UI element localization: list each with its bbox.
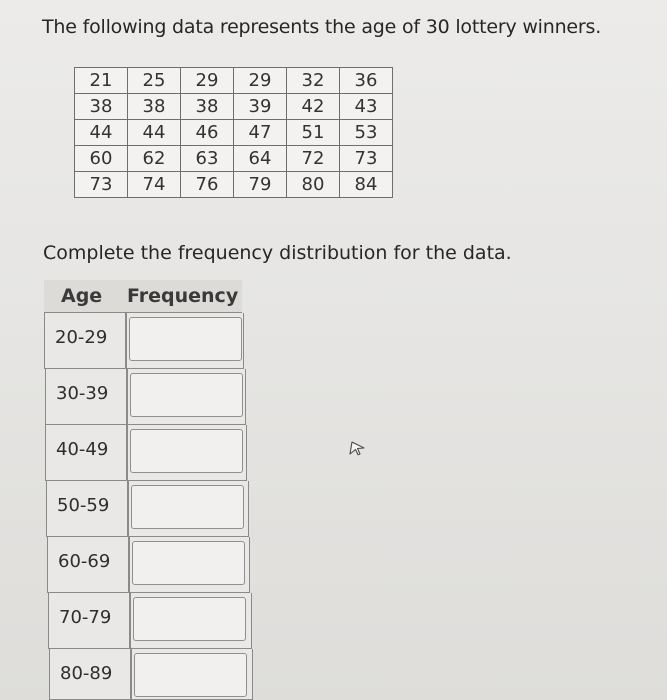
frequency-input-20-29[interactable] xyxy=(129,317,242,361)
table-row xyxy=(75,120,393,146)
table-cell: 43 xyxy=(340,94,393,120)
table-row xyxy=(75,146,393,172)
age-column-header: Age xyxy=(61,285,103,307)
frequency-row-30-39 xyxy=(45,369,246,425)
frequency-row-80-89 xyxy=(49,649,253,700)
frequency-row-40-49 xyxy=(45,425,247,481)
instruction-text: Complete the frequency distribution for the data. xyxy=(43,242,512,264)
table-cell: 38 xyxy=(128,94,181,120)
table-cell: 25 xyxy=(128,68,181,94)
table-cell: 80 xyxy=(287,172,340,198)
table-cell: 47 xyxy=(234,120,287,146)
age-range-label: 20-29 xyxy=(55,327,108,348)
table-cell: 73 xyxy=(75,172,128,198)
frequency-table-header xyxy=(44,280,242,313)
lottery-ages-table xyxy=(74,67,393,198)
table-cell: 44 xyxy=(75,120,128,146)
column-divider xyxy=(130,649,132,699)
table-cell: 79 xyxy=(234,172,287,198)
table-cell: 46 xyxy=(181,120,234,146)
age-range-label: 30-39 xyxy=(56,383,109,404)
table-row xyxy=(75,68,393,94)
table-cell: 39 xyxy=(234,94,287,120)
table-cell: 84 xyxy=(340,172,393,198)
frequency-input-50-59[interactable] xyxy=(131,485,244,529)
table-cell: 32 xyxy=(287,68,340,94)
table-row xyxy=(75,172,393,198)
table-cell: 62 xyxy=(128,146,181,172)
age-range-label: 40-49 xyxy=(56,439,109,460)
frequency-row-50-59 xyxy=(46,481,249,537)
table-cell: 29 xyxy=(181,68,234,94)
question-prompt: The following data represents the age of 30 lottery winners. xyxy=(42,16,602,38)
column-divider xyxy=(128,537,130,592)
age-range-label: 50-59 xyxy=(57,495,110,516)
table-cell: 36 xyxy=(340,68,393,94)
table-cell: 64 xyxy=(234,146,287,172)
table-cell: 72 xyxy=(287,146,340,172)
age-range-label: 80-89 xyxy=(60,663,113,684)
frequency-row-70-79 xyxy=(48,593,252,649)
table-cell: 60 xyxy=(75,146,128,172)
table-cell: 38 xyxy=(75,94,128,120)
frequency-input-70-79[interactable] xyxy=(133,597,246,641)
frequency-row-20-29 xyxy=(44,313,244,369)
table-cell: 51 xyxy=(287,120,340,146)
mouse-cursor-icon xyxy=(348,438,366,456)
frequency-column-header: Frequency xyxy=(127,285,239,307)
table-row xyxy=(75,94,393,120)
age-range-label: 70-79 xyxy=(59,607,112,628)
age-range-label: 60-69 xyxy=(58,551,111,572)
column-divider xyxy=(127,481,129,536)
frequency-input-30-39[interactable] xyxy=(130,373,243,417)
table-cell: 73 xyxy=(340,146,393,172)
table-cell: 29 xyxy=(234,68,287,94)
table-cell: 53 xyxy=(340,120,393,146)
frequency-input-80-89[interactable] xyxy=(134,653,247,697)
table-cell: 38 xyxy=(181,94,234,120)
frequency-input-40-49[interactable] xyxy=(130,429,243,473)
column-divider xyxy=(126,425,128,480)
column-divider xyxy=(125,313,127,368)
table-cell: 42 xyxy=(287,94,340,120)
table-cell: 44 xyxy=(128,120,181,146)
column-divider xyxy=(129,593,131,648)
column-divider xyxy=(126,369,128,424)
table-cell: 74 xyxy=(128,172,181,198)
table-cell: 63 xyxy=(181,146,234,172)
frequency-row-60-69 xyxy=(47,537,250,593)
table-cell: 76 xyxy=(181,172,234,198)
table-cell: 21 xyxy=(75,68,128,94)
frequency-input-60-69[interactable] xyxy=(132,541,245,585)
